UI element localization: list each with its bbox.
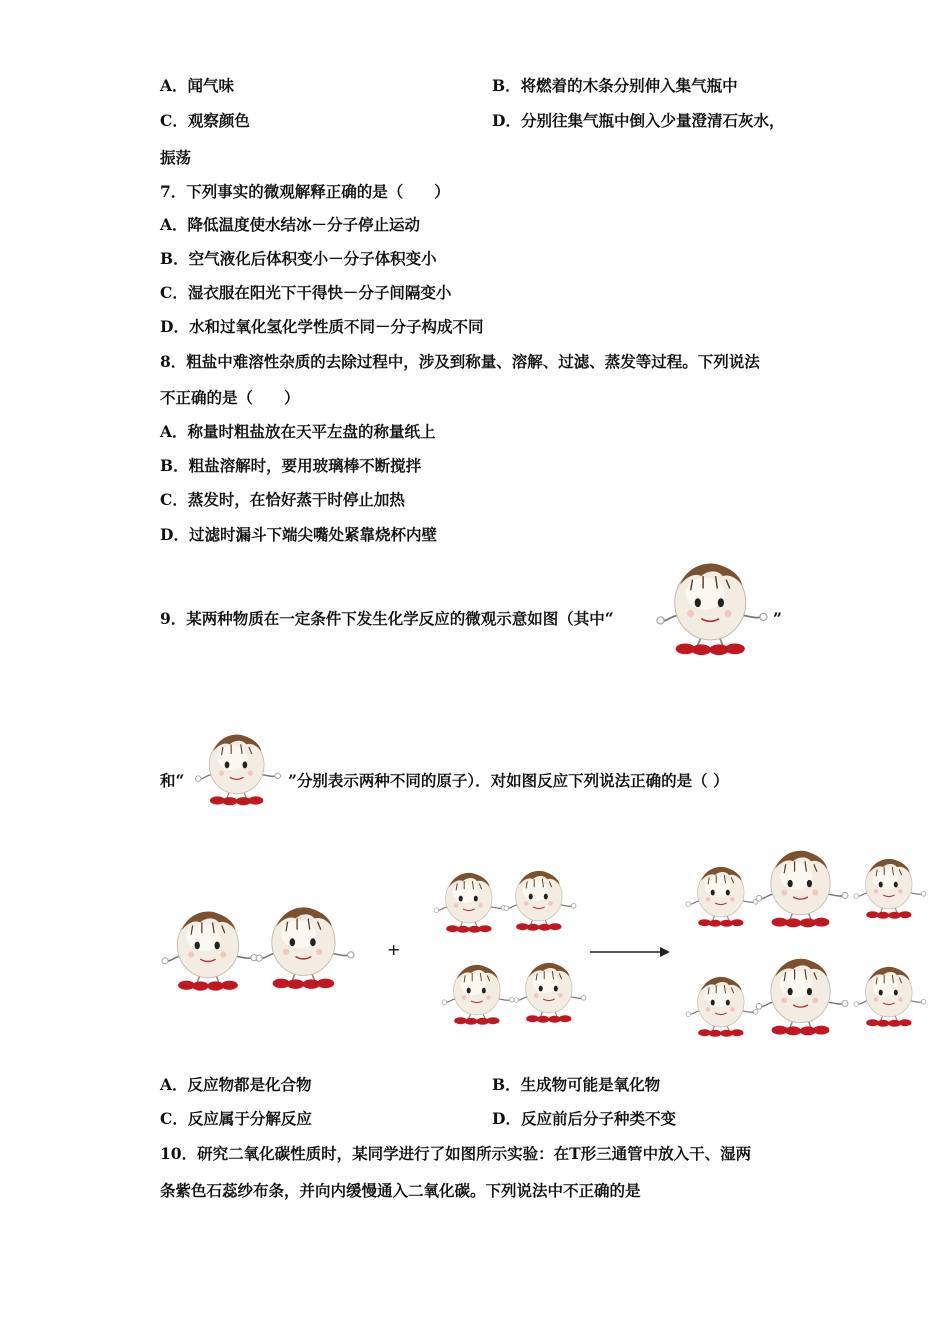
q10-stem-line2: 条紫色石蕊纱布条，并向内缓慢通入二氧化碳。下列说法中不正确的是 [160,1181,641,1200]
cartoon-atom-icon [256,898,354,996]
q6-option-d: D．分别往集气瓶中倒入少量澄清石灰水， [492,111,785,130]
q7-option-b: B．空气液化后体积变小－分子体积变小 [160,249,437,268]
q8-option-d: D．过滤时漏斗下端尖嘴处紧靠烧杯内壁 [160,525,437,544]
q6-option-a: A．闻气味 [160,76,235,95]
q7-option-a: A．降低温度使水结冰－分子停止运动 [160,215,421,234]
cartoon-atom-icon [686,970,758,1042]
q7-stem: 7．下列事实的微观解释正确的是（ ） [160,182,450,201]
cartoon-atom-icon [756,842,848,934]
q8-option-a: A．称量时粗盐放在天平左盘的称量纸上 [160,422,436,441]
q6-option-c: C．观察颜色 [160,111,250,130]
q6-option-b: B．将燃着的木条分别伸入集气瓶中 [492,76,738,95]
cartoon-atom-icon [434,866,506,938]
q7-option-d: D．水和过氧化氢化学性质不同－分子构成不同 [160,317,484,336]
cartoon-atom-icon [686,860,758,932]
cartoon-atom-icon [756,950,848,1042]
q9-stem-part1: 9．某两种物质在一定条件下发生化学反应的微观示意如图（其中“ [160,609,614,628]
q8-option-c: C．蒸发时，在恰好蒸干时停止加热 [160,490,405,509]
q9-stem-part4: ”分别表示两种不同的原子）．对如图反应下列说法正确的是（ ） [288,771,729,790]
q9-stem-part3: 和“ [160,771,185,790]
q9-stem-part2: ” [773,609,782,628]
cartoon-atom-icon [162,902,257,998]
cartoon-atom-icon [854,960,926,1032]
q9-option-b: B．生成物可能是氧化物 [492,1075,661,1094]
q8-stem-line2: 不正确的是（ ） [160,388,300,407]
cartoon-atom-icon [657,558,767,658]
q8-stem-line1: 8．粗盐中难溶性杂质的去除过程中，涉及到称量、溶解、过滤、蒸发等过程。下列说法 [160,352,760,371]
q7-option-c: C．湿衣服在阳光下干得快－分子间隔变小 [160,283,452,302]
q6-option-d-continued: 振荡 [160,148,192,167]
cartoon-atom-icon [442,958,514,1030]
plus-sign: + [387,940,401,959]
cartoon-atom-icon [514,956,586,1028]
cartoon-atom-icon [504,864,576,936]
q10-stem-line1: 10．研究二氧化碳性质时，某同学进行了如图所示实验：在T形三通管中放入干、湿两 [160,1144,752,1163]
q9-option-a: A．反应物都是化合物 [160,1075,312,1094]
cartoon-atom-icon [854,852,926,924]
q9-option-d: D．反应前后分子种类不变 [492,1109,676,1128]
q8-option-b: B．粗盐溶解时，要用玻璃棒不断搅拌 [160,456,422,475]
cartoon-atom-icon [193,732,283,806]
arrow-right-icon [590,945,672,959]
q9-option-c: C．反应属于分解反应 [160,1109,312,1128]
